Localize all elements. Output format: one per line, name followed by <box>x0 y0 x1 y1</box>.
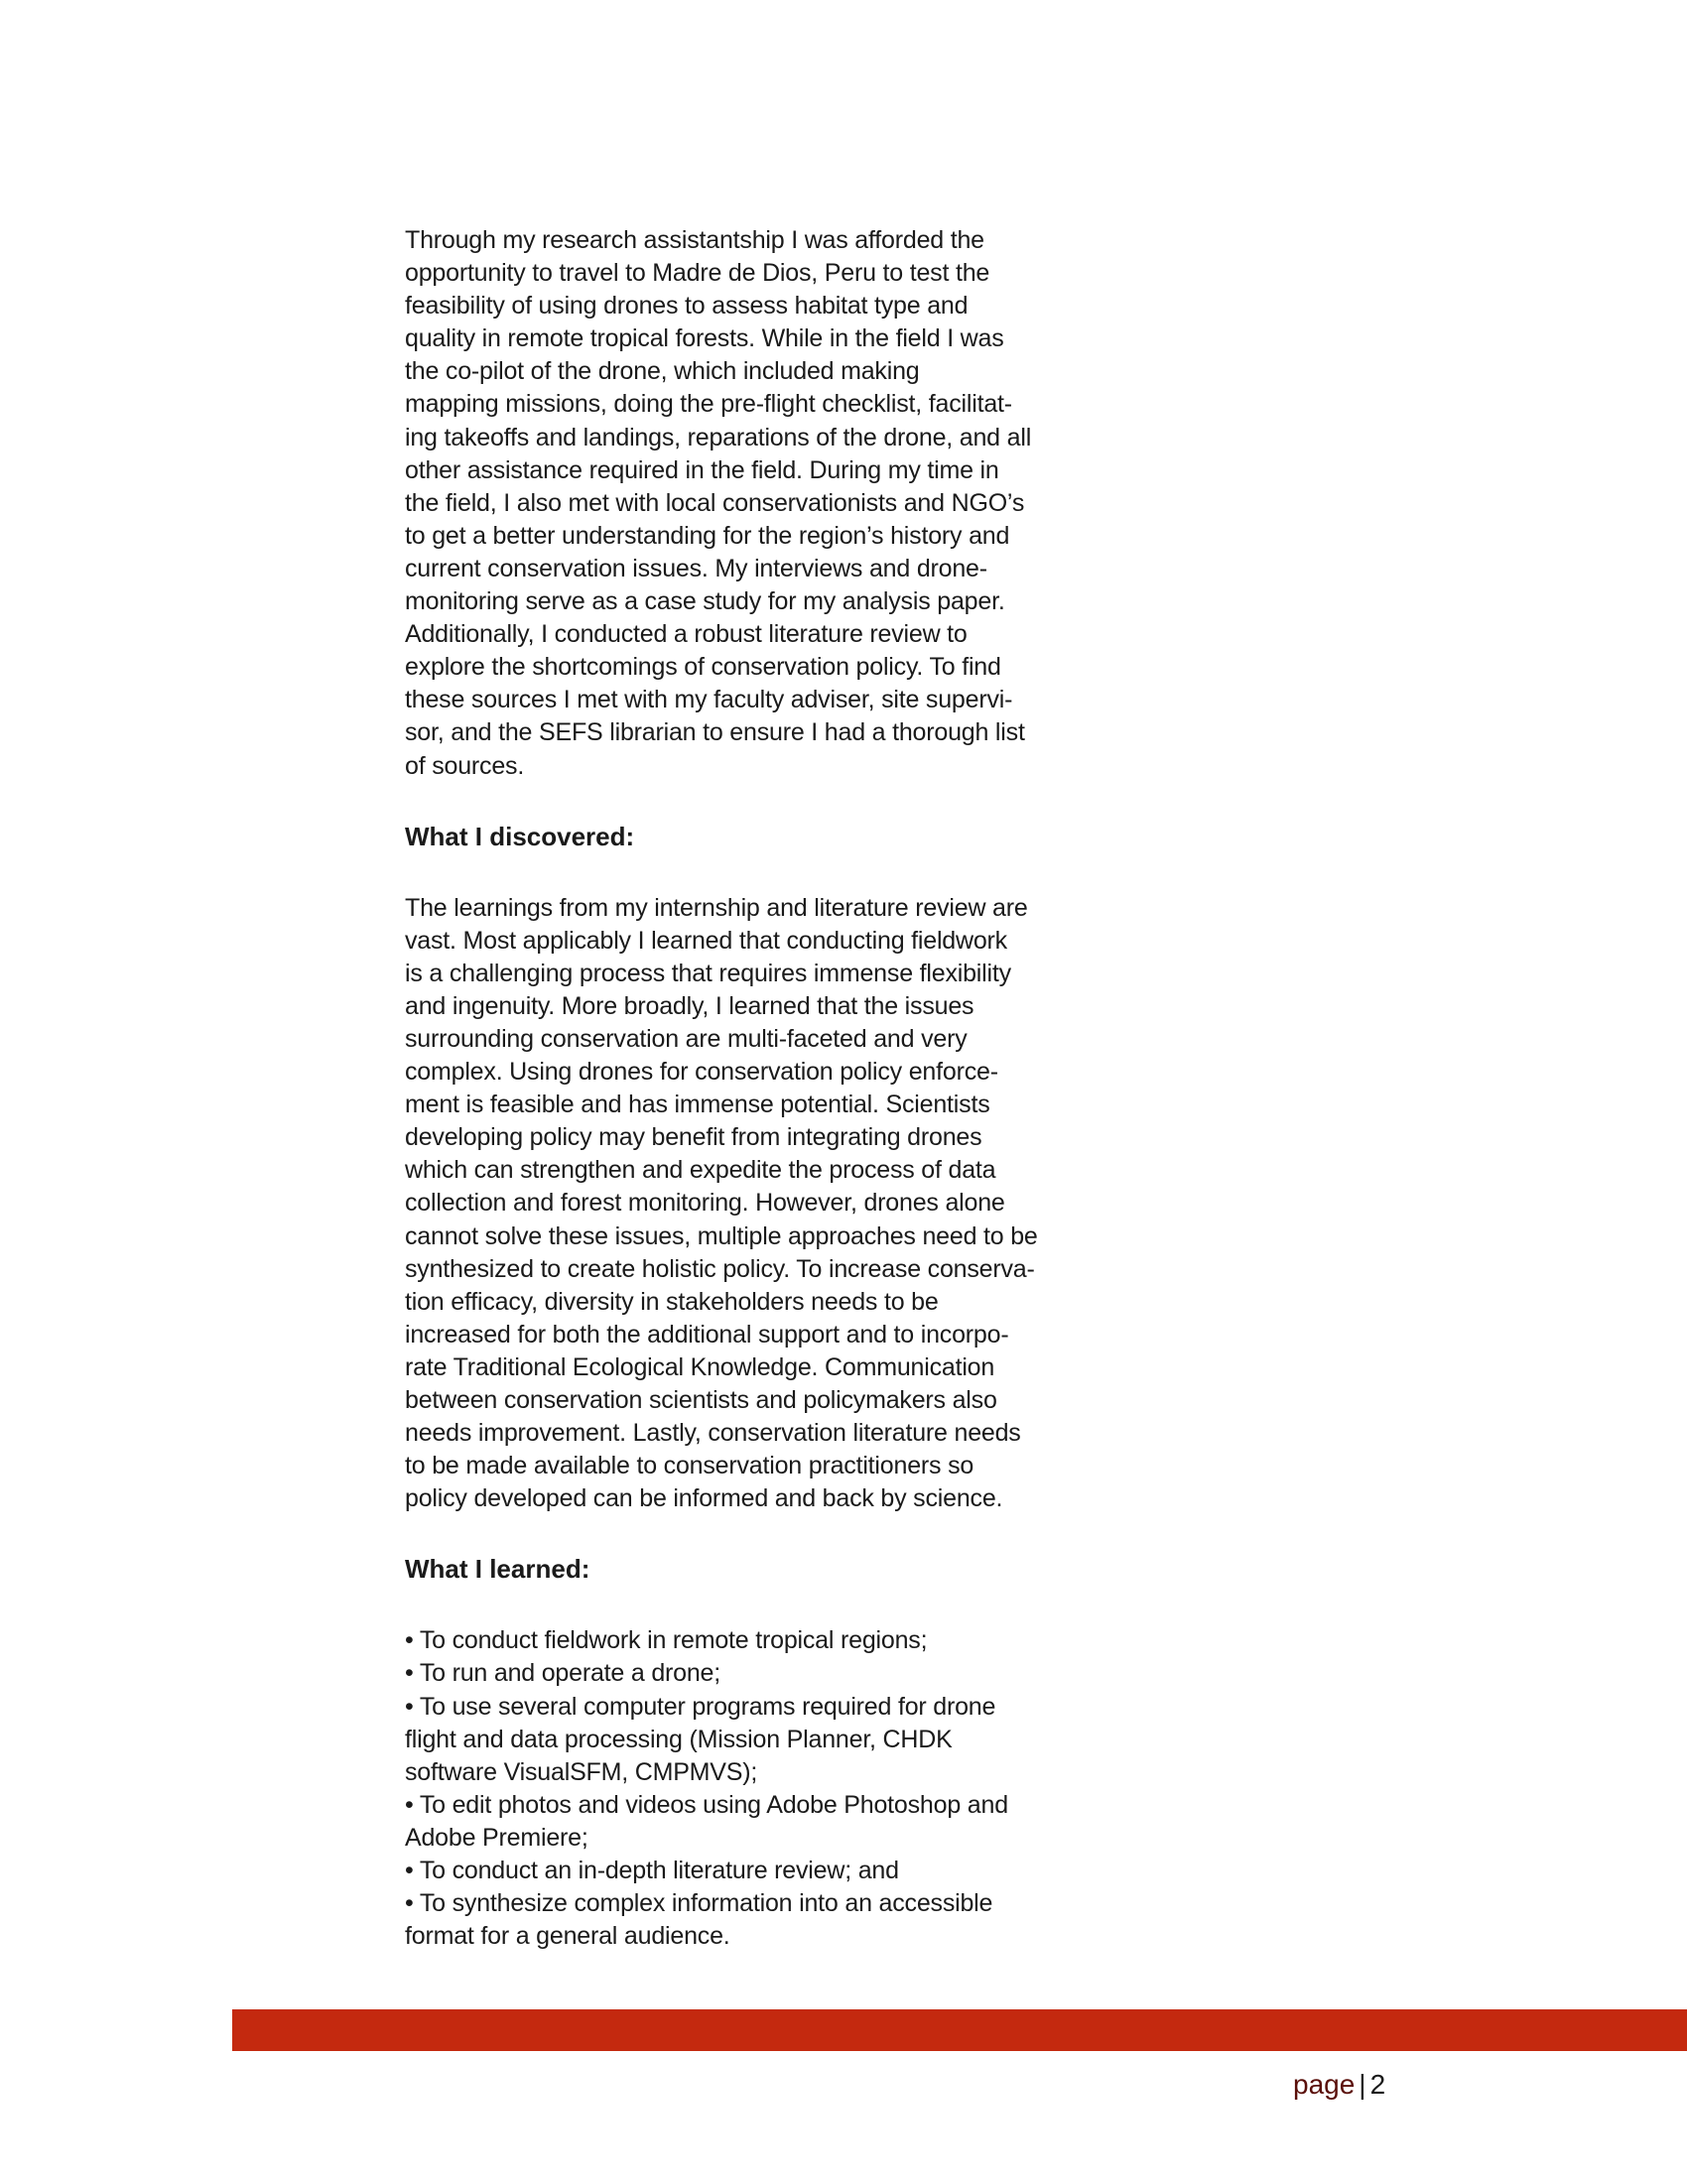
text-line: policy developed can be informed and back by science. <box>405 1484 1003 1513</box>
discovered-paragraph <box>405 892 1080 1516</box>
text-line: which can strengthen and expedite the process of data <box>405 1156 996 1185</box>
text-line: of sources. <box>405 751 525 780</box>
text-line: to be made available to conservation practitioners so <box>405 1452 974 1480</box>
list-line: Adobe Premiere; <box>405 1823 588 1852</box>
text-line: developing policy may benefit from integrating drones <box>405 1123 982 1152</box>
text-line: monitoring serve as a case study for my analysis paper. <box>405 587 1005 616</box>
list-line: • To use several computer programs required for drone <box>405 1692 996 1721</box>
page-separator: | <box>1359 2069 1366 2100</box>
text-line: other assistance required in the field. During my time in <box>405 455 999 484</box>
text-line: tion efficacy, diversity in stakeholders needs to be <box>405 1287 939 1316</box>
text-line: ment is feasible and has immense potential. Scientists <box>405 1091 990 1119</box>
text-line: collection and forest monitoring. However, drones alone <box>405 1189 1005 1218</box>
text-line: rate Traditional Ecological Knowledge. Communication <box>405 1352 995 1381</box>
text-line: cannot solve these issues, multiple approaches need to be <box>405 1221 1038 1250</box>
discovered-heading: What I discovered: <box>405 821 635 851</box>
text-line: the field, I also met with local conservationists and NGO’s <box>405 488 1025 517</box>
text-line: is a challenging process that requires immense flexibility <box>405 959 1011 987</box>
list-line: format for a general audience. <box>405 1922 730 1951</box>
section-spacer <box>405 853 1080 892</box>
text-line: surrounding conservation are multi-faceted and very <box>405 1024 968 1053</box>
document-body <box>405 224 1080 1953</box>
text-line: these sources I met with my faculty adviser, site supervi- <box>405 686 1013 714</box>
list-line: • To run and operate a drone; <box>405 1659 721 1688</box>
page-number <box>1293 2068 1385 2102</box>
text-line: needs improvement. Lastly, conservation literature needs <box>405 1419 1021 1448</box>
text-line: The learnings from my internship and literature review are <box>405 893 1028 922</box>
page-label: page <box>1293 2069 1356 2100</box>
text-line: explore the shortcomings of conservation policy. To find <box>405 653 1001 682</box>
text-line: opportunity to travel to Madre de Dios, Peru to test the <box>405 259 990 288</box>
list-line: software VisualSFM, CMPMVS); <box>405 1757 758 1786</box>
text-line: the co-pilot of the drone, which included making <box>405 357 920 386</box>
text-line: to get a better understanding for the region’s history and <box>405 521 1010 550</box>
page-number-value: 2 <box>1369 2069 1386 2100</box>
text-line: quality in remote tropical forests. While in the field I was <box>405 324 1004 353</box>
list-line: • To synthesize complex information into an accessible <box>405 1889 993 1918</box>
list-line: • To conduct an in-depth literature review; and <box>405 1857 899 1885</box>
intro-paragraph <box>405 224 1080 783</box>
section-spacer <box>405 783 1080 821</box>
text-line: mapping missions, doing the pre-flight checklist, facilitat- <box>405 390 1012 419</box>
list-line: flight and data processing (Mission Planner, CHDK <box>405 1725 953 1753</box>
list-line: • To conduct fieldwork in remote tropical regions; <box>405 1626 928 1655</box>
text-line: increased for both the additional support and to incorpo- <box>405 1320 1009 1349</box>
learned-heading: What I learned: <box>405 1554 590 1585</box>
learned-list <box>405 1624 1080 1953</box>
text-line: Through my research assistantship I was afforded the <box>405 226 984 254</box>
list-line: • To edit photos and videos using Adobe Photoshop and <box>405 1790 1008 1819</box>
text-line: between conservation scientists and policymakers also <box>405 1386 997 1414</box>
text-line: feasibility of using drones to assess habitat type and <box>405 292 969 321</box>
text-line: current conservation issues. My interviews and drone- <box>405 554 987 582</box>
text-line: Additionally, I conducted a robust literature review to <box>405 620 968 649</box>
text-line: complex. Using drones for conservation policy enforce- <box>405 1058 998 1087</box>
text-line: ing takeoffs and landings, reparations of the drone, and all <box>405 423 1032 451</box>
text-line: sor, and the SEFS librarian to ensure I had a thorough list <box>405 718 1025 747</box>
section-spacer <box>405 1586 1080 1624</box>
text-line: synthesized to create holistic policy. To increase conserva- <box>405 1254 1035 1283</box>
section-spacer <box>405 1515 1080 1553</box>
text-line: and ingenuity. More broadly, I learned that the issues <box>405 991 974 1020</box>
footer-accent-bar <box>232 2009 1687 2051</box>
text-line: vast. Most applicably I learned that conducting fieldwork <box>405 926 1007 955</box>
